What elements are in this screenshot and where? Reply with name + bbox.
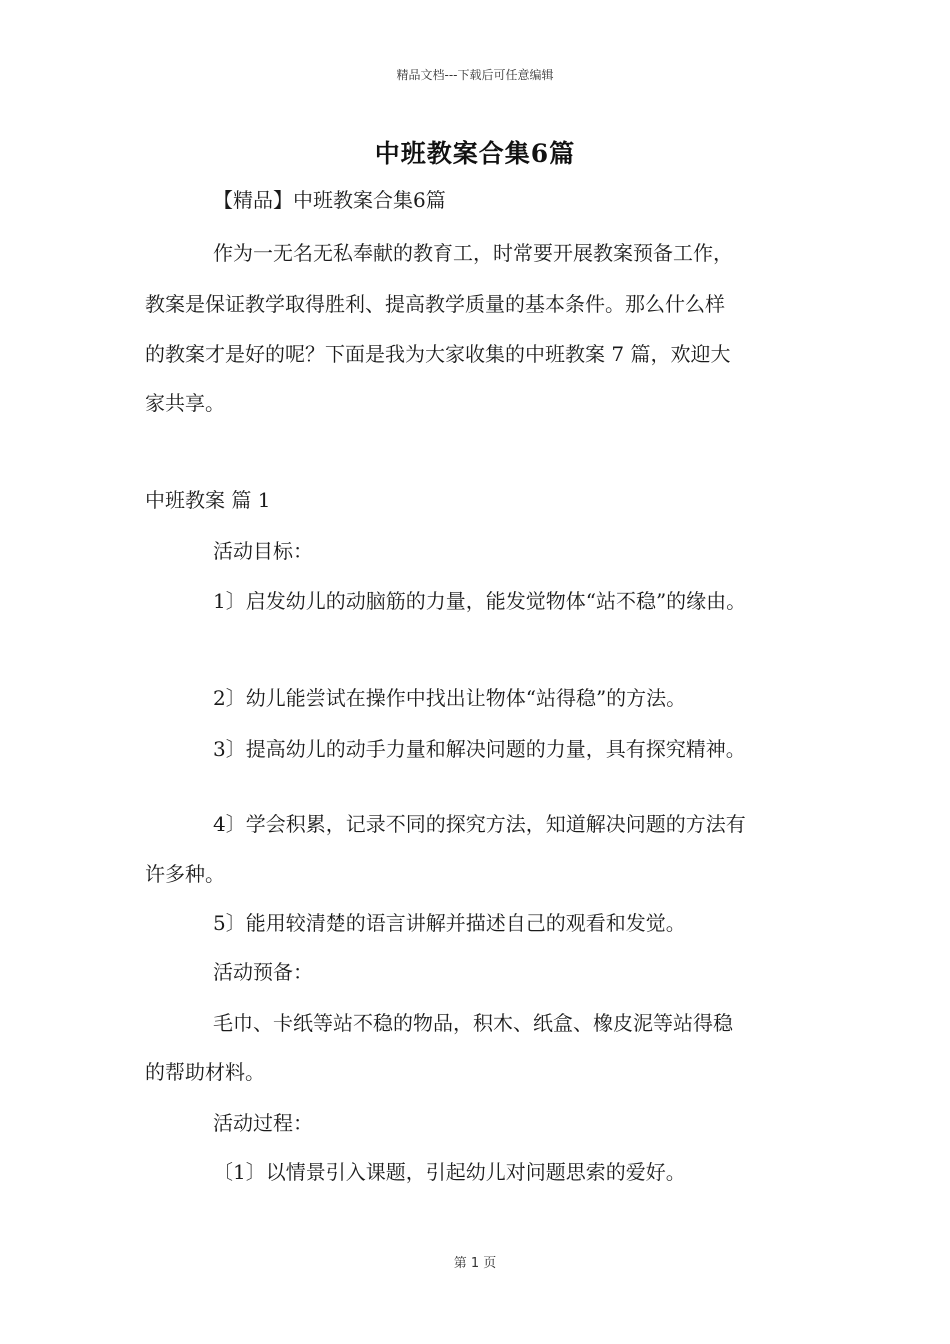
goal-item-1: 1〕启发幼儿的动脑筋的力量，能发觉物体“站不稳”的缘由。 (213, 589, 747, 613)
section-heading: 中班教案 篇 1 (145, 488, 271, 512)
prep-label: 活动预备： (213, 960, 313, 984)
intro-line-4: 家共享。 (145, 391, 225, 415)
goals-label: 活动目标： (213, 539, 313, 563)
goal-item-5: 5〕能用较清楚的语言讲解并描述自己的观看和发觉。 (213, 911, 686, 935)
prep-line-2: 的帮助材料。 (145, 1060, 265, 1084)
goal-item-2: 2〕幼儿能尝试在操作中找出让物体“站得稳”的方法。 (213, 686, 687, 710)
process-step-1: 〔1〕以情景引入课题，引起幼儿对问题思索的爱好。 (213, 1160, 686, 1184)
document-subtitle: 【精品】中班教案合集6篇 (213, 188, 446, 212)
process-label: 活动过程： (213, 1111, 313, 1135)
document-title: 中班教案合集6篇 (374, 139, 576, 168)
intro-line-3: 的教案才是好的呢？下面是我为大家收集的中班教案 7 篇，欢迎大 (145, 342, 731, 366)
page-header: 精品文档---下载后可任意编辑 (396, 68, 554, 82)
goal-item-3: 3〕提高幼儿的动手力量和解决问题的力量，具有探究精神。 (213, 737, 746, 761)
goal-item-4-continued: 许多种。 (145, 862, 225, 886)
goal-item-4: 4〕学会积累，记录不同的探究方法，知道解决问题的方法有 (213, 812, 746, 836)
page-number: 第 1 页 (453, 1256, 497, 1271)
intro-line-2: 教案是保证教学取得胜利、提高教学质量的基本条件。那么什么样 (145, 292, 725, 316)
prep-line-1: 毛巾、卡纸等站不稳的物品，积木、纸盒、橡皮泥等站得稳 (213, 1011, 733, 1035)
intro-line-1: 作为一无名无私奉献的教育工，时常要开展教案预备工作， (213, 241, 733, 265)
